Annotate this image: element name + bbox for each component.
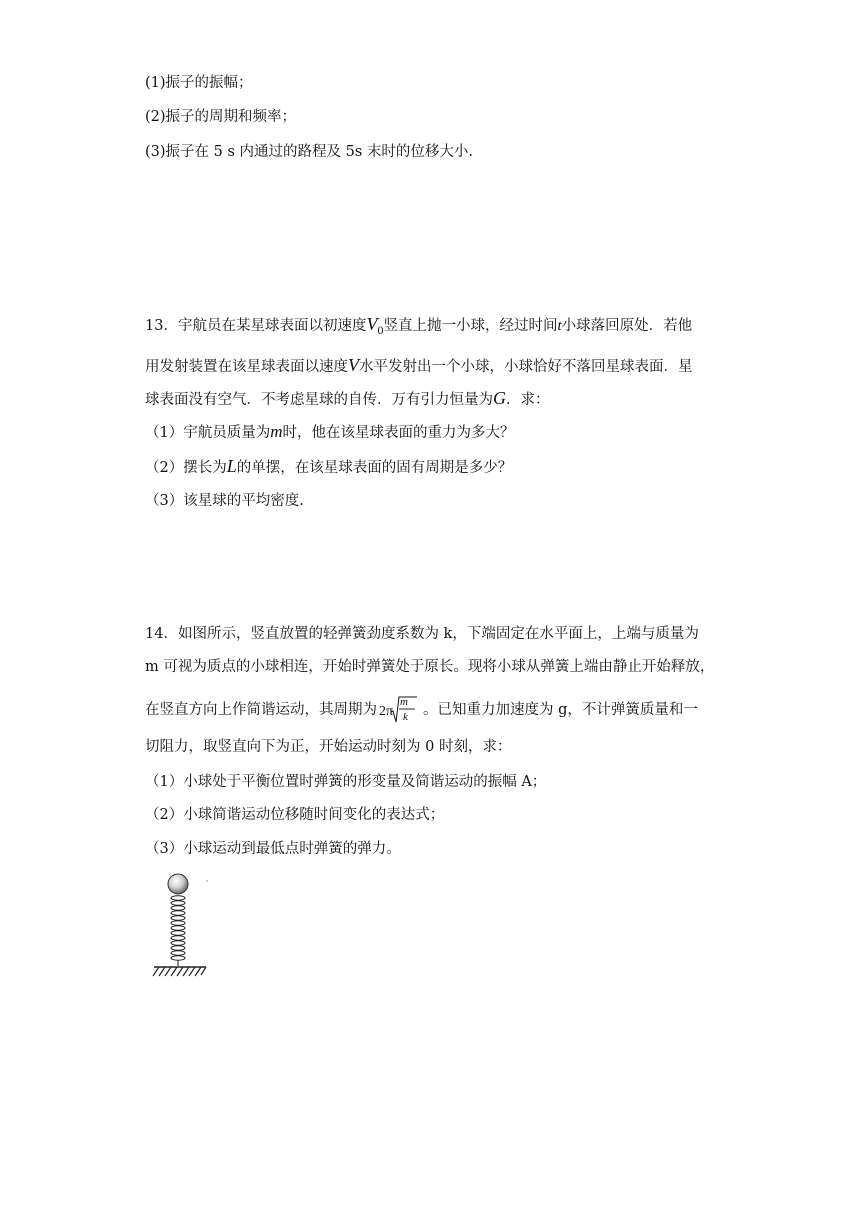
q14-line-1: 14．如图所示，竖直放置的轻弹簧劲度系数为 k，下端固定在水平面上，上端与质量为 (145, 626, 699, 642)
period-formula: 2π m k (380, 695, 420, 725)
q13-line-1: 13．宇航员在某星球表面以初速度$V_0$竖直上抛一小球，经过时间t小球落回原处．若他 (145, 314, 693, 337)
q14-line-2: m 可视为质点的小球相连，开始时弹簧处于原长。现将小球从弹簧上端由静止开始释放， (145, 659, 715, 675)
ground-hatch (153, 967, 206, 976)
spring-ball-figure (150, 866, 220, 982)
var-V: V (348, 355, 359, 375)
q13-item-2: （2）摆长为L的单摆，在该星球表面的固有周期是多少？ (145, 456, 513, 476)
q12-item-2: (2)振子的周期和频率； (145, 109, 297, 125)
q14-item-1: （1）小球处于平衡位置时弹簧的形变量及简谐运动的振幅 A； (145, 774, 547, 790)
q14-line-3: 在竖直方向上作简谐运动，其周期为 2π m k 。已知重力加速度为 g，不计弹簧质量和一 (145, 696, 698, 723)
q13-item-1: （1）宇航员质量为m时，他在该星球表面的重力为多大？ (145, 422, 515, 441)
var-G: G (493, 388, 506, 408)
q13-item-3: （3）该星球的平均密度. (145, 493, 304, 509)
q13-line-2: 用发射装置在该星球表面以速度V水平发射出一个小球，小球恰好不落回星球表面．星 (145, 355, 693, 375)
q12-item-1: (1)振子的振幅； (145, 75, 253, 91)
spring-coils (171, 896, 185, 966)
q14-line-4: 切阻力，取竖直向下为正，开始运动时刻为 0 时刻，求： (145, 739, 512, 755)
q14-item-2: （2）小球简谐运动位移随时间变化的表达式； (145, 807, 445, 823)
var-t: t (557, 318, 562, 334)
var-v0: $V_0$ (366, 314, 384, 337)
q13-line-3: 球表面没有空气．不考虑星球的自传．万有引力恒量为G．求： (145, 388, 550, 408)
var-m: m (270, 422, 283, 441)
var-L: L (226, 456, 237, 476)
ball (168, 874, 188, 894)
q12-item-3: (3)振子在 5 s 内通过的路程及 5s 末时的位移大小. (145, 144, 474, 160)
q14-item-3: （3）小球运动到最低点时弹簧的弹力。 (145, 841, 401, 857)
